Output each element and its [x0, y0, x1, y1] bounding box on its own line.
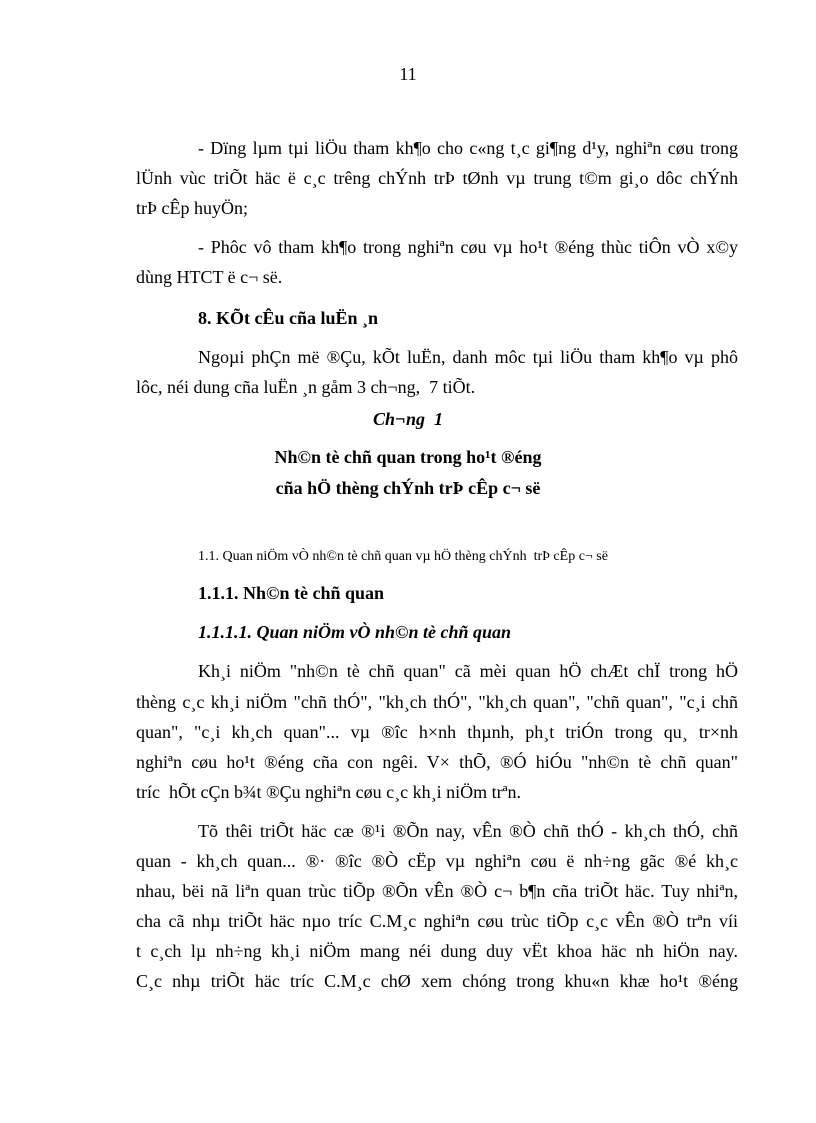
- paragraph-line: Tõ thêi triÕt häc cæ ®¹i ®Õn nay, vÊn ®Ò chñ thÓ - kh¸ch thÓ, chñ: [198, 821, 738, 841]
- paragraph-line: nhau, bëi nã liªn quan trùc tiÕp ®Õn vÊn ®Ò c¬ b¶n cña triÕt häc. Tuy nhiªn,: [136, 881, 738, 901]
- paragraph-line: quan - kh¸ch quan... ®· ®îc ®Ò cËp vµ nghiªn cøu ë nh÷ng gãc ®é kh¸c: [136, 851, 738, 871]
- paragraph-line: nghiªn cøu ho¹t ®éng cña con ngêi. V× thÕ, ®Ó hiÓu "nh©n tè chñ quan": [136, 752, 738, 772]
- page-number: 11: [399, 64, 417, 84]
- paragraph-line: - Dïng lµm tµi liÖu tham kh¶o cho c«ng t¸c gi¶ng d¹y, nghiªn cøu trong: [198, 138, 738, 158]
- paragraph-line: lÜnh vùc triÕt häc ë c¸c trêng chÝnh trÞ tØnh vµ trung t©m gi¸o dôc chÝnh: [136, 168, 738, 188]
- section-heading: 8. KÕt cÊu cña luËn ¸n: [198, 308, 379, 328]
- paragraph-line: C¸c nhµ triÕt häc tríc C.M¸c chØ xem chóng trong khu«n khæ ho¹t ®éng: [136, 971, 738, 991]
- paragraph-line: trÞ cÊp huyÖn;: [136, 198, 248, 218]
- subsubsection-heading: 1.1.1.1. Quan niÖm vÒ nh©n tè chñ quan: [198, 622, 512, 642]
- chapter-title-line: cña hÖ thèng chÝnh trÞ cÊp c¬ së: [275, 478, 541, 498]
- paragraph-line: quan", "c¸i kh¸ch quan"... vµ ®îc h×nh thµnh, ph¸t triÓn trong qu¸ tr×nh: [136, 722, 738, 742]
- paragraph-line: Kh¸i niÖm "nh©n tè chñ quan" cã mèi quan hÖ chÆt chÏ trong hÖ: [198, 661, 738, 681]
- chapter-label: Ch¬ng 1: [373, 409, 443, 429]
- paragraph-line: t c¸ch lµ nh÷ng kh¸i niÖm mang néi dung duy vËt khoa häc nh hiÖn nay.: [136, 941, 738, 961]
- chapter-title-line: Nh©n tè chñ quan trong ho¹t ®éng: [274, 447, 542, 467]
- paragraph-line: cha cã nhµ triÕt häc nµo tríc C.M¸c nghiªn cøu trùc tiÕp c¸c vÊn ®Ò trªn víi: [136, 911, 738, 931]
- paragraph-line: tríc hÕt cÇn b¾t ®Çu nghiªn cøu c¸c kh¸i niÖm trªn.: [136, 782, 522, 802]
- paragraph-line: - Phôc vô tham kh¶o trong nghiªn cøu vµ ho¹t ®éng thùc tiÔn vÒ x©y: [198, 237, 738, 257]
- section-1-1-heading: 1.1. Quan niÖm vÒ nh©n tè chñ quan vµ hÖ thèng chÝnh trÞ cÊp c¬ së: [198, 549, 608, 564]
- paragraph-line: lôc, néi dung cña luËn ¸n gåm 3 ch¬ng, 7 tiÕt.: [136, 377, 476, 397]
- paragraph-line: Ngoµi phÇn më ®Çu, kÕt luËn, danh môc tµi liÖu tham kh¶o vµ phô: [198, 347, 738, 367]
- subsection-heading: 1.1.1. Nh©n tè chñ quan: [198, 583, 384, 603]
- paragraph-line: thèng c¸c kh¸i niÖm "chñ thÓ", "kh¸ch thÓ", "kh¸ch quan", "chñ quan", "c¸i chñ: [136, 692, 738, 712]
- paragraph-line: dùng HTCT ë c¬ së.: [136, 267, 283, 287]
